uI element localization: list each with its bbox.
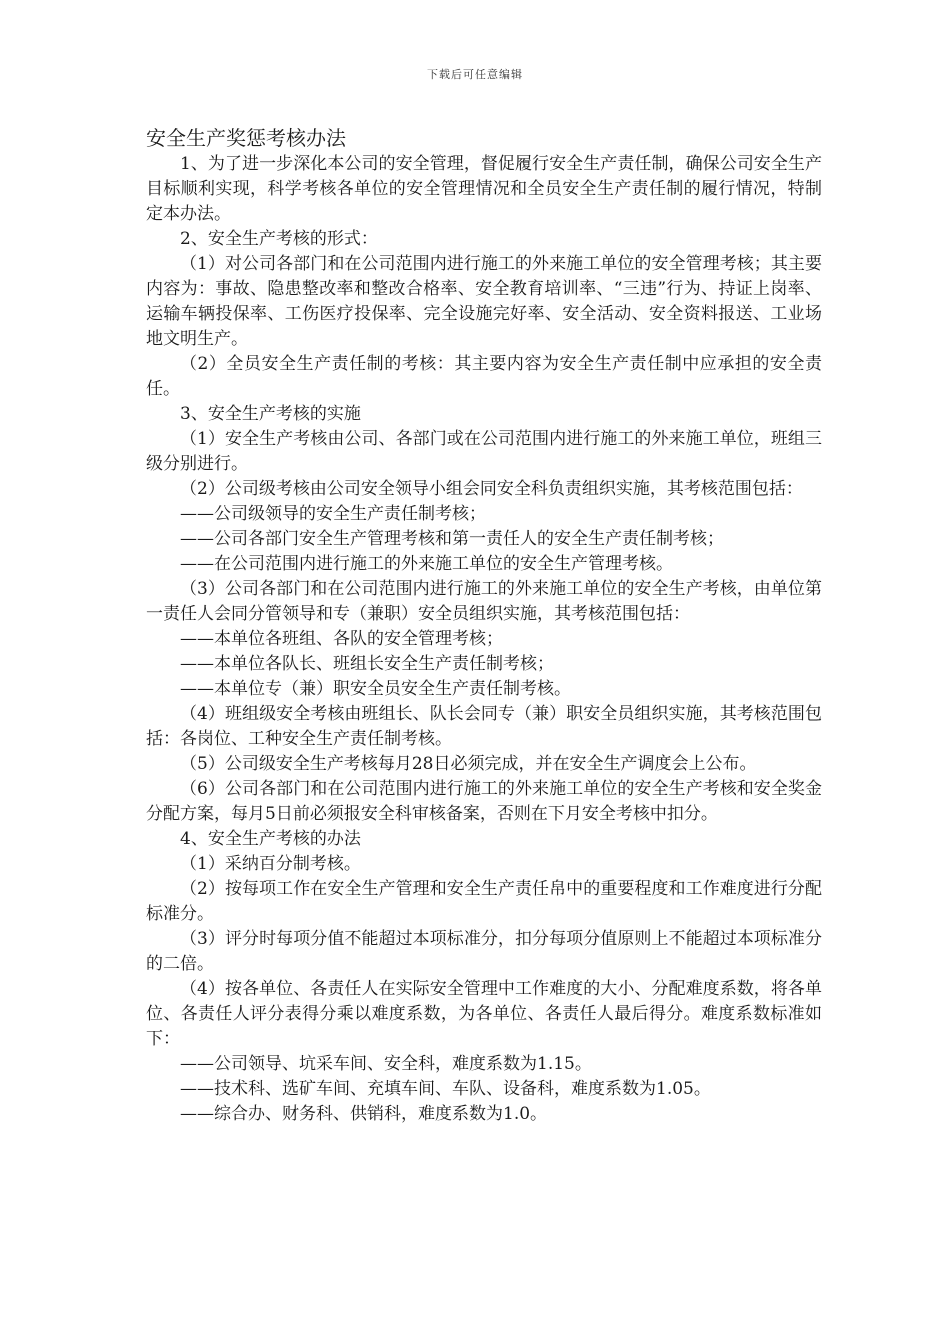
paragraph: （1）采纳百分制考核。 — [180, 854, 361, 874]
paragraph: （2）全员安全生产责任制的考核：其主要内容为安全生产责任制中应承担的安全责任。 — [146, 354, 822, 399]
paragraph: 1、为了进一步深化本公司的安全管理，督促履行安全生产责任制，确保公司安全生产目标顺利实现，科学考核各单位的安全管理情况和全员安全生产责任制的履行情况，特制定本办法。 — [146, 154, 822, 224]
paragraph: 3、安全生产考核的实施 — [180, 404, 361, 424]
document-body — [146, 124, 822, 1127]
paragraph: （1）安全生产考核由公司、各部门或在公司范围内进行施工的外来施工单位，班组三级分别进行。 — [146, 429, 822, 474]
document-title: 安全生产奖惩考核办法 — [146, 126, 346, 150]
list-item: ——技术科、选矿车间、充填车间、车队、设备科，难度系数为1.05。 — [180, 1079, 711, 1099]
list-item: ——在公司范围内进行施工的外来施工单位的安全生产管理考核。 — [180, 554, 673, 574]
paragraph: （6）公司各部门和在公司范围内进行施工的外来施工单位的安全生产考核和安全奖金分配方案，每月5日前必须报安全科审核备案，否则在下月安全考核中扣分。 — [146, 779, 822, 824]
list-item: ——本单位各班组、各队的安全管理考核； — [180, 629, 503, 649]
list-item: ——本单位专（兼）职安全员安全生产责任制考核。 — [180, 679, 571, 699]
paragraph: 4、安全生产考核的办法 — [180, 829, 361, 849]
list-item: ——本单位各队长、班组长安全生产责任制考核； — [180, 654, 554, 674]
list-item: ——公司领导、坑采车间、安全科，难度系数为1.15。 — [180, 1054, 592, 1074]
paragraph: （5）公司级安全生产考核每月28日必须完成，并在安全生产调度会上公布。 — [180, 754, 757, 774]
paragraph: 2、安全生产考核的形式： — [180, 229, 378, 249]
paragraph: （3）评分时每项分值不能超过本项标准分，扣分每项分值原则上不能超过本项标准分的二倍。 — [146, 929, 822, 974]
paragraph: （1）对公司各部门和在公司范围内进行施工的外来施工单位的安全管理考核；其主要内容为：事故、隐患整改率和整改合格率、安全教育培训率、“三违”行为、持证上岗率、运输车辆投保率、工伤医疗投保率、完全设施完好率、安全活动、安全资料报送、工业场地文明生产。 — [146, 254, 822, 349]
list-item: ——综合办、财务科、供销科，难度系数为1.0。 — [180, 1104, 548, 1124]
paragraph: （3）公司各部门和在公司范围内进行施工的外来施工单位的安全生产考核，由单位第一责任人会同分管领导和专（兼职）安全员组织实施，其考核范围包括： — [146, 579, 822, 624]
page-header-note: 下载后可任意编辑 — [427, 68, 523, 81]
paragraph: （2）按每项工作在安全生产管理和安全生产责任帛中的重要程度和工作难度进行分配标准分。 — [146, 879, 822, 924]
list-item: ——公司各部门安全生产管理考核和第一责任人的安全生产责任制考核； — [180, 529, 724, 549]
paragraph: （4）按各单位、各责任人在实际安全管理中工作难度的大小、分配难度系数，将各单位、各责任人评分表得分乘以难度系数，为各单位、各责任人最后得分。难度系数标准如下： — [146, 979, 822, 1049]
list-item: ——公司级领导的安全生产责任制考核； — [180, 504, 486, 524]
paragraph: （2）公司级考核由公司安全领导小组会同安全科负责组织实施，其考核范围包括： — [180, 479, 803, 499]
paragraph: （4）班组级安全考核由班组长、队长会同专（兼）职安全员组织实施，其考核范围包括：各岗位、工种安全生产责任制考核。 — [146, 704, 822, 749]
